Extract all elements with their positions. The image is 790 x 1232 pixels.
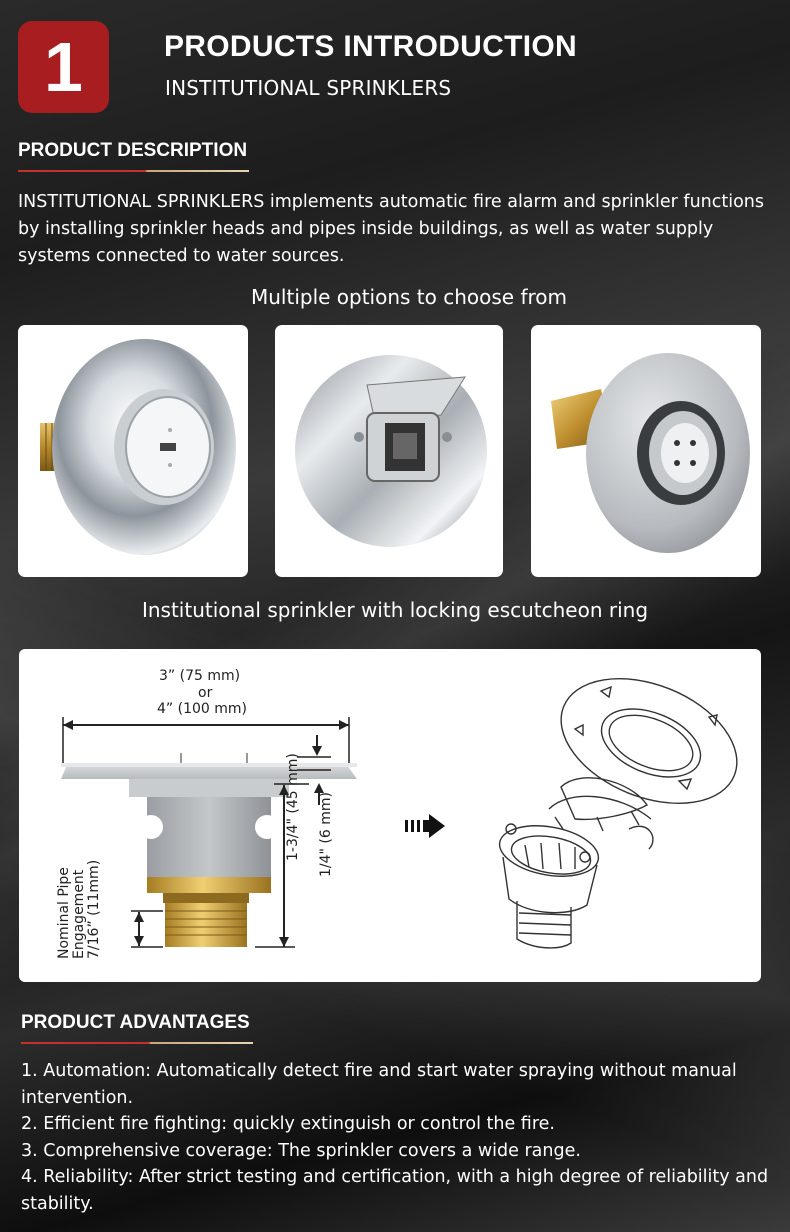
page-title: PRODUCTS INTRODUCTION [164, 30, 577, 63]
description-heading: PRODUCT DESCRIPTION [18, 140, 248, 161]
pipe-label-line2: Engagement [71, 869, 87, 959]
page-subtitle: INSTITUTIONAL SPRINKLERS [165, 76, 452, 100]
recess-label: 1/4" (6 mm) [318, 792, 334, 877]
chrome-flush-sprinkler-image [18, 325, 248, 577]
advantage-item: 1. Automation: Automatically detect fire and start water spraying without manual intervention. [21, 1061, 737, 1108]
gray-escutcheon-sprinkler-image [531, 325, 761, 577]
advantages-divider [21, 1042, 253, 1044]
pipe-label-line1: Nominal Pipe [56, 867, 72, 959]
advantage-item: 2. Efficient fire fighting: quickly extinguish or control the fire. [21, 1114, 555, 1134]
advantage-item: 4. Reliability: After strict testing and certification, with a high degree of reliability and stability. [21, 1167, 769, 1214]
advantage-item: 3. Comprehensive coverage: The sprinkler covers a wide range. [21, 1140, 581, 1161]
advantages-list [21, 1058, 781, 1217]
width-label-4in: 4” (100 mm) [157, 701, 247, 717]
options-caption: Multiple options to choose from [250, 285, 568, 309]
hooded-escutcheon-sprinkler-image [275, 325, 503, 577]
advantages-heading: PRODUCT ADVANTAGES [21, 1012, 250, 1033]
product-card-chrome [18, 325, 248, 577]
height-label: 1-3/4" (45 mm) [285, 753, 301, 861]
width-label-3in: 3” (75 mm) [159, 668, 241, 684]
product-card-hooded [275, 325, 503, 577]
description-text: INSTITUTIONAL SPRINKLERS implements automatic fire alarm and sprinkler functions by installing sprinkler heads and pipes inside buildings, as well as water supply systems connected to water sources. [18, 192, 765, 266]
right-arrow-icon [405, 813, 447, 839]
description-divider [18, 170, 249, 172]
width-label-or: or [198, 685, 213, 701]
pipe-engagement-label [57, 860, 102, 959]
exploded-assembly-drawing [479, 669, 749, 969]
badge-number: 1 [44, 28, 83, 106]
dimension-diagram [19, 649, 761, 982]
section-number-badge [18, 21, 109, 113]
pipe-label-line3: 7/16” (11mm) [86, 859, 102, 959]
product-card-gray [531, 325, 761, 577]
diagram-caption: Institutional sprinkler with locking escutcheon ring [141, 598, 649, 622]
